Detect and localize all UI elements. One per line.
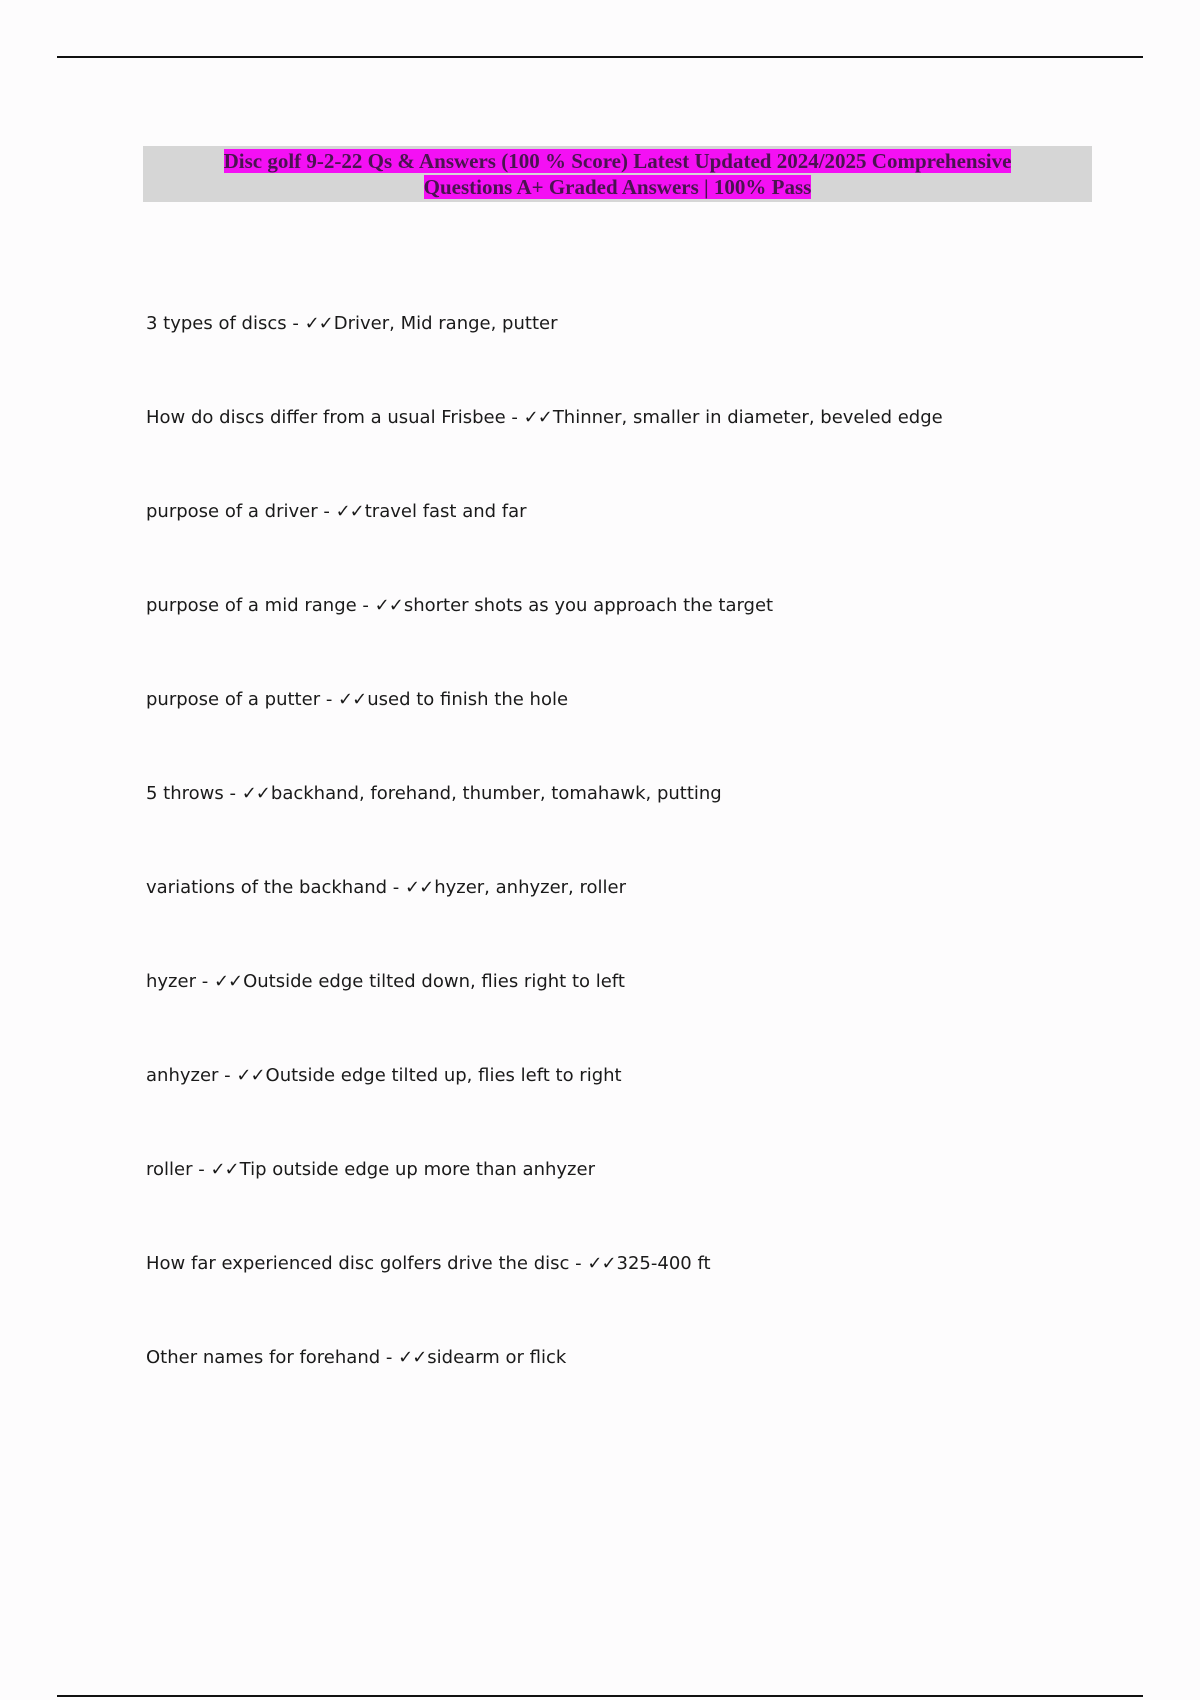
answer-text: Tip outside edge up more than anhyzer	[239, 1159, 595, 1180]
double-check-icon: ✓✓	[335, 501, 364, 522]
qa-item	[146, 782, 722, 806]
double-check-icon: ✓✓	[304, 313, 333, 334]
double-check-icon: ✓✓	[405, 877, 434, 898]
question-text: variations of the backhand	[146, 877, 388, 898]
bottom-rule	[57, 1695, 1143, 1697]
question-text: hyzer	[146, 971, 196, 992]
question-text: 3 types of discs	[146, 313, 287, 334]
separator: -	[387, 877, 406, 898]
question-text: How far experienced disc golfers drive the disc	[146, 1253, 570, 1274]
double-check-icon: ✓✓	[523, 407, 552, 428]
qa-item	[146, 688, 568, 712]
top-rule	[57, 56, 1143, 58]
answer-text: Outside edge tilted up, flies left to right	[265, 1065, 622, 1086]
separator: -	[356, 595, 375, 616]
title-line-1: Disc golf 9-2-22 Qs & Answers (100 % Score) Latest Updated 2024/2025 Comprehensive	[223, 149, 1012, 173]
question-text: purpose of a putter	[146, 689, 321, 710]
qa-item	[146, 312, 557, 336]
double-check-icon: ✓✓	[213, 971, 243, 992]
double-check-icon: ✓✓	[398, 1347, 427, 1368]
qa-item	[146, 1252, 711, 1276]
question-text: 5 throws	[146, 783, 224, 804]
answer-text: travel fast and far	[364, 501, 527, 522]
qa-item	[146, 970, 625, 994]
question-text: How do discs differ from a usual Frisbee	[146, 407, 506, 428]
qa-item	[146, 1064, 622, 1088]
document-title	[143, 148, 1092, 200]
answer-text: Thinner, smaller in diameter, beveled edge	[552, 407, 943, 428]
answer-text: hyzer, anhyzer, roller	[434, 877, 626, 898]
separator: -	[286, 313, 305, 334]
question-text: anhyzer	[146, 1065, 219, 1086]
separator: -	[218, 1065, 237, 1086]
qa-item	[146, 1346, 566, 1370]
separator: -	[192, 1159, 211, 1180]
double-check-icon: ✓✓	[374, 595, 403, 616]
qa-item	[146, 406, 943, 430]
separator: -	[223, 783, 242, 804]
answer-text: Driver, Mid range, putter	[333, 313, 558, 334]
answer-text: 325-400 ft	[616, 1253, 711, 1274]
separator: -	[320, 689, 339, 710]
separator: -	[380, 1347, 399, 1368]
separator: -	[317, 501, 336, 522]
qa-item	[146, 876, 626, 900]
title-banner	[143, 146, 1092, 202]
qa-item	[146, 500, 527, 524]
double-check-icon: ✓✓	[338, 689, 367, 710]
answer-text: sidearm or flick	[427, 1347, 567, 1368]
qa-item	[146, 1158, 595, 1182]
double-check-icon: ✓✓	[236, 1065, 265, 1086]
question-text: roller	[146, 1159, 193, 1180]
separator: -	[195, 971, 214, 992]
answer-text: Outside edge tilted down, flies right to left	[243, 971, 625, 992]
title-line-2: Questions A+ Graded Answers | 100% Pass	[423, 175, 812, 199]
question-text: purpose of a driver	[146, 501, 318, 522]
separator: -	[569, 1253, 588, 1274]
answer-text: used to finish the hole	[367, 689, 569, 710]
double-check-icon: ✓✓	[241, 783, 270, 804]
question-text: Other names for forehand	[146, 1347, 381, 1368]
qa-item	[146, 594, 773, 618]
answer-text: backhand, forehand, thumber, tomahawk, putting	[270, 783, 722, 804]
double-check-icon: ✓✓	[210, 1159, 239, 1180]
answer-text: shorter shots as you approach the target	[403, 595, 774, 616]
separator: -	[505, 407, 524, 428]
question-text: purpose of a mid range	[146, 595, 357, 616]
double-check-icon: ✓✓	[587, 1253, 616, 1274]
